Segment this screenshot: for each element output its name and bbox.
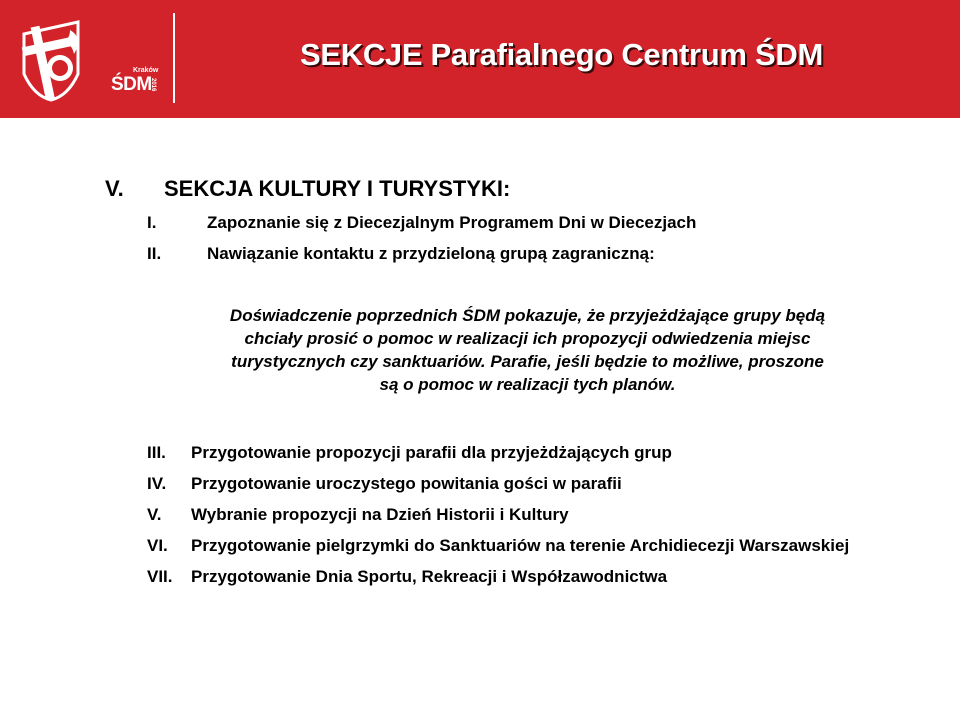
list-item-text: Nawiązanie kontaktu z przydzieloną grupą zagraniczną: [207,244,655,263]
list-item [147,441,907,464]
list-item-text: Przygotowanie Dnia Sportu, Rekreacji i Współzawodnictwa [191,567,668,586]
note-line: chciały prosić o pomoc w realizacji ich propozycji odwiedzenia miejsc [244,329,811,348]
header-banner [0,0,960,118]
list-item [147,534,891,557]
wyd-logo [16,12,166,106]
logo-divider [173,13,175,103]
section-numeral: V. [105,176,124,201]
list-item-number: V. [147,505,162,524]
list-item-text: Wybranie propozycji na Dzień Historii i Kultury [191,505,569,524]
list-item-number: IV. [147,474,167,493]
list-item-text: Przygotowanie uroczystego powitania gości w parafii [191,474,622,493]
note-line: turystycznych czy sanktuariów. Parafie, jeśli będzie to możliwe, proszone [231,352,824,371]
list-item [147,503,907,526]
note-line: są o pomoc w realizacji tych planów. [379,375,676,394]
logo-city: Kraków [133,67,159,74]
list-item-text: Zapoznanie się z Diecezjalnym Programem Dni w Diecezjach [207,213,697,232]
tasks-list [147,441,907,596]
note-line: Doświadczenie poprzednich ŚDM pokazuje, że przyjeżdżające grupy będą [229,306,826,325]
list-item-number: VI. [147,536,168,555]
list-item [147,472,907,495]
list-item-number: II. [147,244,162,263]
list-item-text: Przygotowanie pielgrzymki do Sanktuariów na terenie Archidiecezji Warszawskiej [191,536,850,555]
list-item-number: VII. [147,567,173,586]
section-title: SEKCJA KULTURY I TURYSTYKI: [164,176,511,201]
logo-year: 2016 [150,78,156,92]
list-item-number: III. [147,443,166,462]
note-paragraph [145,304,910,396]
list-item-number: I. [147,213,157,232]
slide-title: SEKCJE Parafialnego Centrum ŚDM [300,37,823,72]
list-item [147,565,907,588]
logo-name: ŚDM [111,74,152,95]
list-item-text: Przygotowanie propozycji parafii dla przyjeżdżających grup [191,443,672,462]
